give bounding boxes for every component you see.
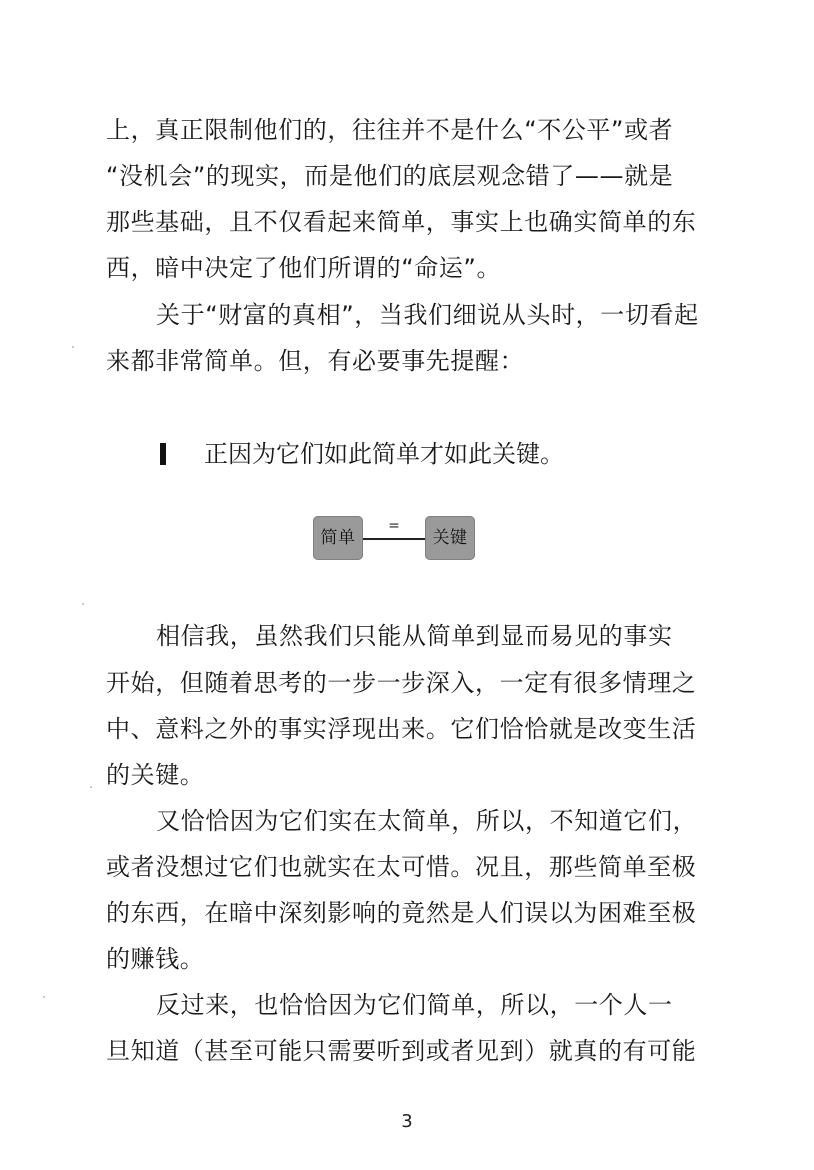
paragraph-4-line-1: 又恰恰因为它们实在太简单，所以，不知道它们， [156, 807, 698, 835]
paragraph-3-line-2: 开始，但随着思考的一步一步深入，一定有很多情理之 [106, 669, 697, 697]
paragraph-1-line-4: 西，暗中决定了他们所谓的“命运”。 [106, 254, 502, 282]
page-number: 3 [401, 1111, 413, 1132]
diagram-box-simple: 简单 [313, 516, 363, 560]
paragraph-2-line-1: 关于“财富的真相”，当我们细说从头时，一切看起 [156, 301, 699, 329]
paragraph-3-line-4: 的关键。 [106, 761, 205, 789]
diagram-equals-label: = [388, 518, 400, 534]
paragraph-4-line-2: 或者没想过它们也就实在太可惜。况且，那些简单至极 [106, 853, 697, 881]
diagram-connector-line [363, 538, 425, 540]
paragraph-1-line-1: 上，真正限制他们的，往往并不是什么“不公平”或者 [106, 116, 674, 144]
paragraph-3-line-1: 相信我，虽然我们只能从简单到显而易见的事实 [156, 622, 673, 650]
paragraph-4-line-3: 的东西，在暗中深刻影响的竟然是人们误以为困难至极 [106, 899, 697, 927]
scan-speck [82, 603, 84, 605]
callout [160, 438, 564, 470]
paragraph-3-line-3: 中、意料之外的事实浮现出来。它们恰恰就是改变生活 [106, 715, 697, 743]
simple-equals-key-diagram [313, 516, 475, 560]
paragraph-1-line-2: “没机会”的现实，而是他们的底层观念错了——就是 [106, 162, 674, 190]
scan-speck [43, 996, 45, 998]
paragraph-2-line-2: 来都非常简单。但，有必要事先提醒： [106, 347, 525, 375]
paragraph-1-line-3: 那些基础，且不仅看起来简单，事实上也确实简单的东 [106, 208, 697, 236]
scan-speck [72, 346, 74, 348]
diagram-box-key: 关键 [425, 516, 475, 560]
callout-text: 正因为它们如此简单才如此关键。 [204, 440, 564, 468]
callout-bar-icon [160, 443, 166, 465]
scan-speck [90, 786, 92, 788]
paragraph-4-line-4: 的赚钱。 [106, 945, 205, 973]
paragraph-5-line-1: 反过来，也恰恰因为它们简单，所以，一个人一 [156, 991, 673, 1019]
paragraph-5-line-2: 旦知道（甚至可能只需要听到或者见到）就真的有可能 [106, 1037, 697, 1065]
